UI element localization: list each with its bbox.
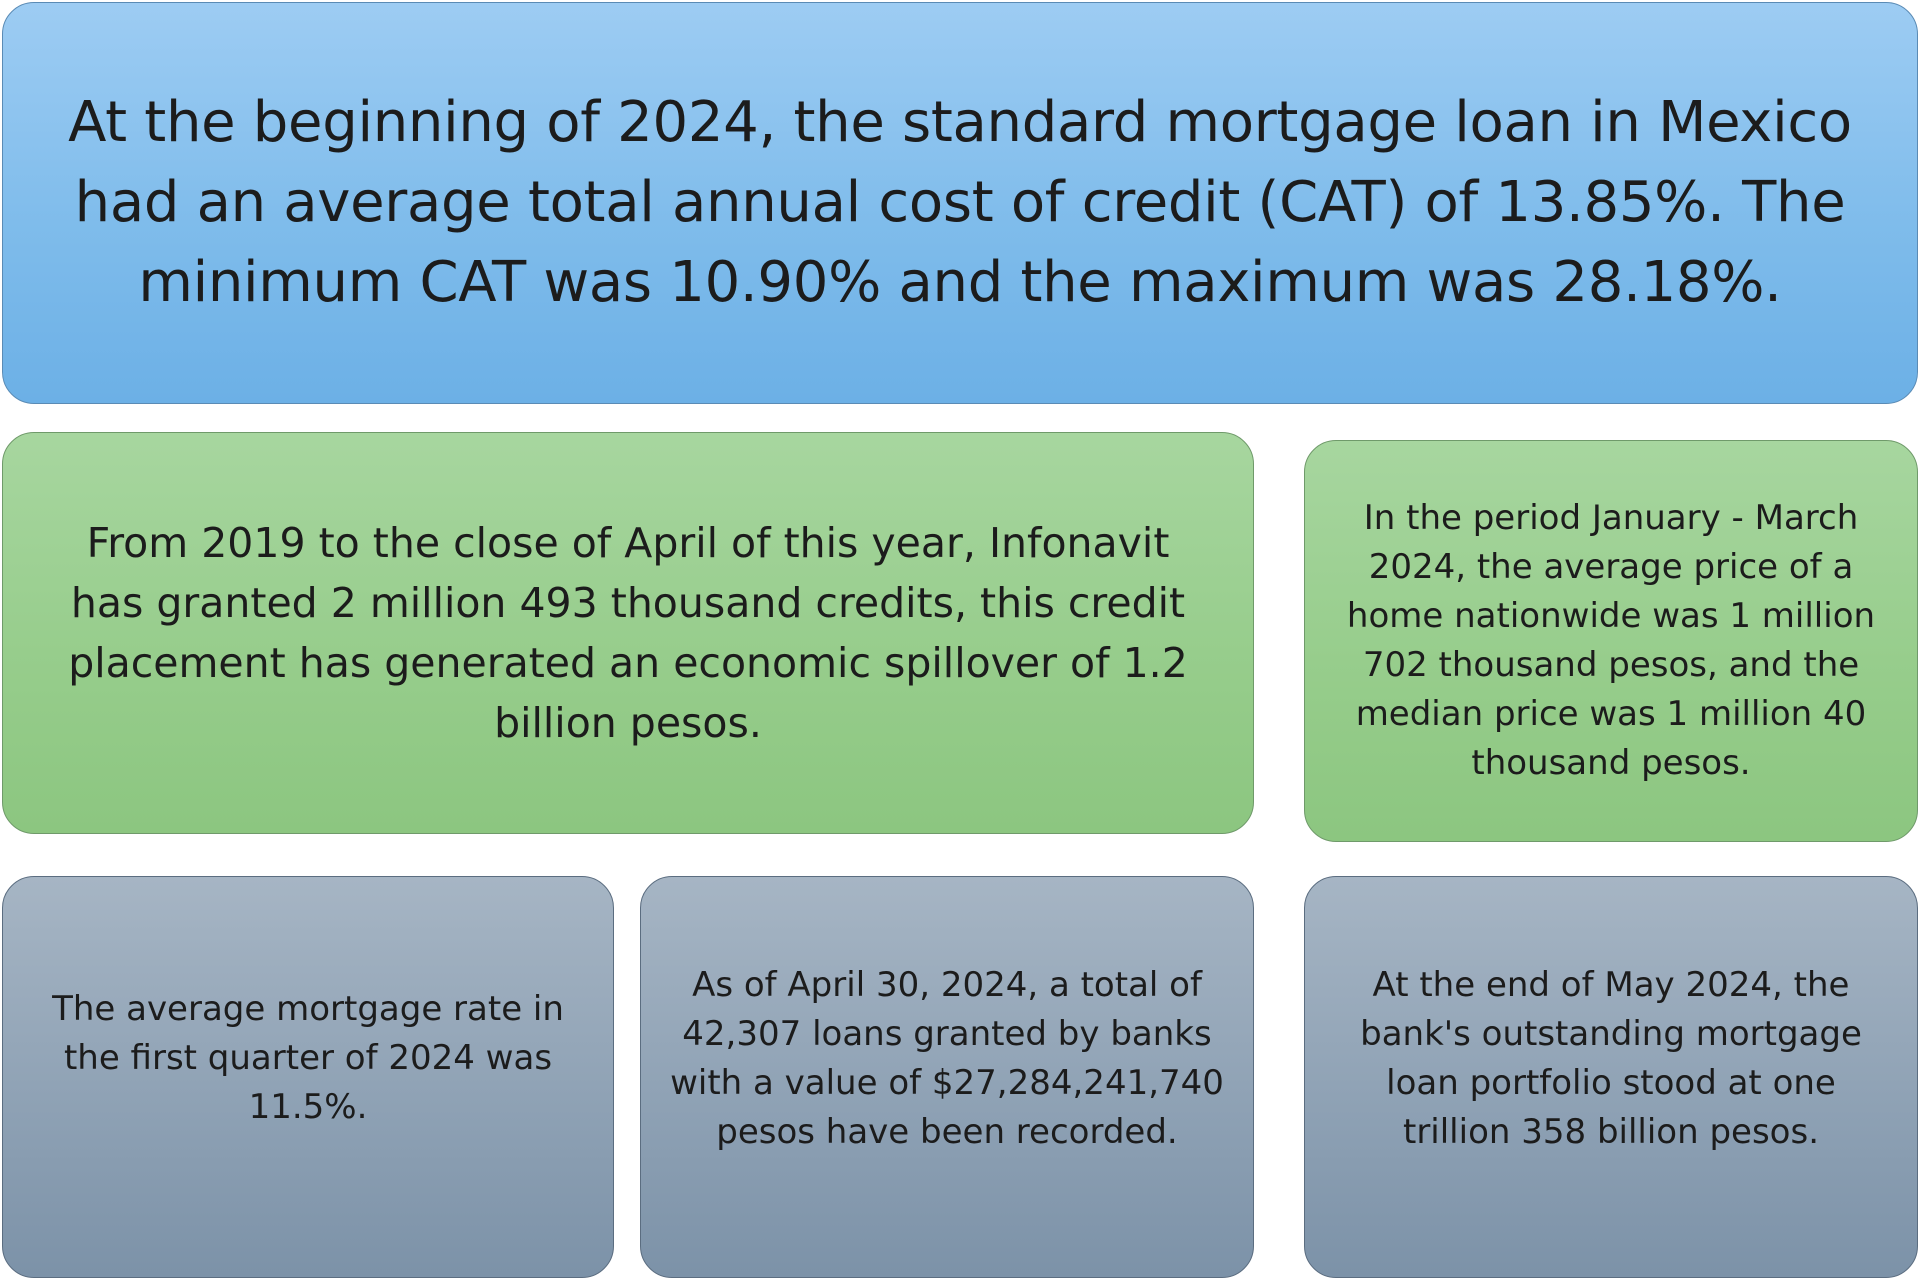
cat-summary-text: At the beginning of 2024, the standard mortgage loan in Mexico had an average total annual cost of credit (CAT) of 13.85%. The minimum CAT was 10.90% and the maximum was 28.18%.	[68, 90, 1852, 315]
mortgage-rate-box	[2, 876, 614, 1278]
cat-summary-box	[2, 2, 1918, 404]
home-price-box	[1304, 440, 1918, 842]
mortgage-rate-text: The average mortgage rate in the first quarter of 2024 was 11.5%.	[52, 988, 564, 1127]
bank-loans-text: As of April 30, 2024, a total of 42,307 loans granted by banks with a value of $27,284,241,740 pesos have been recorded.	[670, 965, 1224, 1152]
infonavit-credits-text: From 2019 to the close of April of this year, Infonavit has granted 2 million 493 thousand credits, this credit placement has generated an economic spillover of 1.2 billion pesos.	[68, 519, 1188, 747]
bank-loans-box	[640, 876, 1254, 1278]
loan-portfolio-text: At the end of May 2024, the bank's outstanding mortgage loan portfolio stood at one trillion 358 billion pesos.	[1360, 965, 1862, 1152]
home-price-text: In the period January - March 2024, the average price of a home nationwide was 1 million 702 thousand pesos, and the median price was 1 million 40 thousand pesos.	[1346, 498, 1876, 783]
loan-portfolio-box	[1304, 876, 1918, 1278]
infonavit-credits-box	[2, 432, 1254, 834]
